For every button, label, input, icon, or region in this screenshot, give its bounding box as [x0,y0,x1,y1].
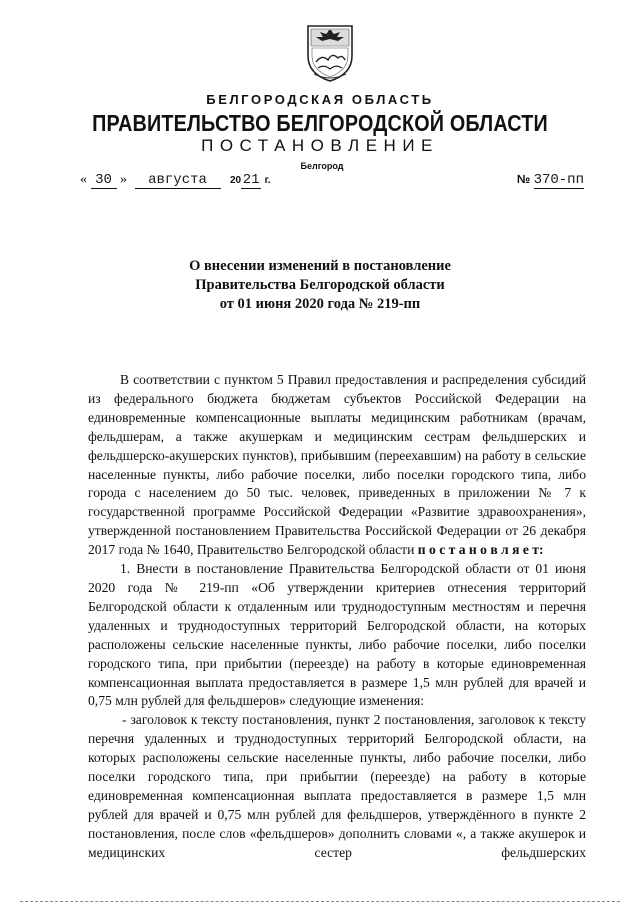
paragraph-item-1-changes: - заголовок к тексту постановления, пункт 2 постановления, заголовок к тексту перечня удаленных и труднодоступных территорий Белгородской области, на которых расположены сельские населенные пункты, либо рабочие поселки, либо поселки городского типа, при прибытии (переезде) на работу в которые единовременная компенсационная выплата предоставляется в размере 1,5 млн рублей для врачей и 0,75 млн рублей для фельдшеров, утверждённого в пункте 2 постановления, после слов «фельдшеров» дополнить словами «, а также акушерок и медицинских сестер фельдшерских [88,712,586,860]
paragraph-item-1: 1. Внести в постановление Правительства Белгородской области от 01 июня 2020 года № 219-пп «Об утверждении критериев отнесения территорий Белгородской области к отдаленным или труднодоступным местностям и перечня удаленных и труднодоступных территорий Белгородской области, на которых расположены сельские населенные пункты, либо рабочие поселки, либо поселки городского типа, при прибытии (переезде) на работу в которые единовременная компенсационная выплата предоставляется в размере 1,5 млн рублей для врачей и 0,75 млн рублей для фельдшеров» следующие изменения: [88,561,586,709]
document-number [517,172,584,188]
government-title: ПРАВИТЕЛЬСТВО БЕЛГОРОДСКОЙ ОБЛАСТИ [92,110,548,136]
title-line-1: О внесении изменений в постановление [189,258,451,274]
date-month: августа [135,172,221,189]
city-name: Белгород [300,161,344,171]
title-line-2: Правительства Белгородской области [195,277,445,293]
date-day: 30 [91,172,117,189]
coat-of-arms-emblem [304,22,356,84]
number-label: № [516,172,531,186]
close-quote: » [120,172,127,187]
number-value: 370-пп [533,172,584,188]
resolution-keyword: п о с т а н о в л я е т: [417,542,544,558]
document-body [88,371,586,863]
document-type: ПОСТАНОВЛЕНИЕ [201,136,439,155]
paragraph-preamble [88,371,586,560]
date-year-suffix: 21 [242,172,260,188]
date-year-abbr: г. [264,175,271,186]
document-title [0,257,640,314]
date-year-prefix: 20 [230,175,242,186]
document-date [80,172,271,189]
title-line-3: от 01 июня 2020 года № 219-пп [219,296,421,312]
region-name: БЕЛГОРОДСКАЯ ОБЛАСТЬ [206,92,434,107]
page-bottom-edge [20,901,620,902]
open-quote: « [80,172,87,187]
preamble-text: В соответствии с пунктом 5 Правил предоставления и распределения субсидий из федерального бюджета бюджетам субъектов Российской Федерации на единовременные компенсационные выплаты медицинским работникам (врачам, фельдшерам, а также акушеркам и медицинским сестрам фельдшерских и фельдшерско-акушерских пунктов), прибывшим (переехавшим) на работу в сельские населенные пункты, либо рабочие поселки, либо поселки городского типа, либо города с населением до 50 тыс. человек, приведенных в приложении № 7 к государственной программе Российской Федерации «Развитие здравоохранения», утвержденной постановлением Правительства Российской Федерации от 26 декабря 2017 года № 1640, Правительство Белгородской области [88,372,586,558]
